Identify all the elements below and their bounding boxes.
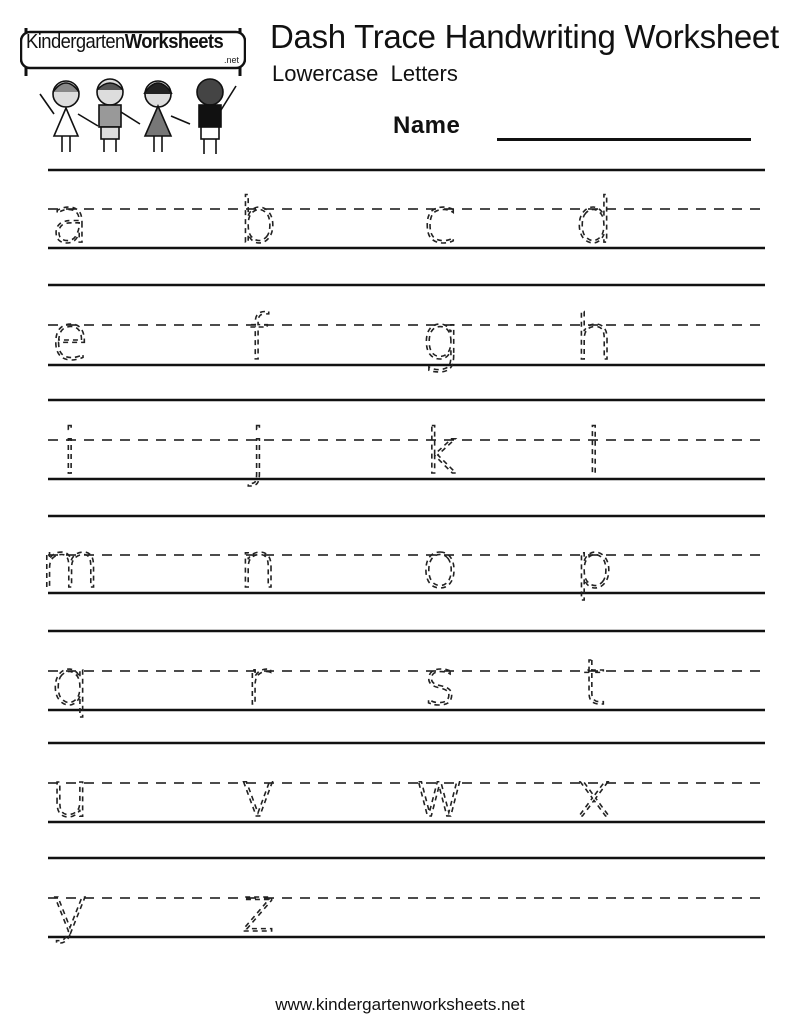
trace-letter-f: f	[247, 301, 269, 374]
trace-letter-n: n	[238, 529, 278, 602]
trace-letter-c: c	[422, 184, 458, 257]
trace-letter-a: a	[51, 184, 89, 257]
trace-letter-g: g	[421, 301, 459, 374]
trace-letter-x: x	[575, 758, 613, 831]
footer-url: www.kindergartenworksheets.net	[275, 995, 525, 1014]
trace-letter-y: y	[51, 873, 89, 946]
trace-letter-j: j	[249, 415, 267, 488]
name-label: Name	[393, 112, 461, 139]
trace-letter-h: h	[574, 301, 614, 374]
worksheet-title: Dash Trace Handwriting Worksheet	[270, 18, 779, 55]
logo-tld: .net	[224, 55, 240, 65]
trace-letter-k: k	[422, 415, 458, 488]
trace-letter-b: b	[238, 184, 278, 257]
trace-letter-w: w	[414, 758, 466, 831]
trace-letter-s: s	[423, 646, 457, 719]
trace-letter-d: d	[574, 184, 614, 257]
logo-brand-light: Kindergarten	[26, 31, 125, 53]
trace-letter-u: u	[50, 758, 90, 831]
worksheet-subtitle: Lowercase Letters	[272, 61, 458, 86]
trace-letter-z: z	[241, 873, 275, 946]
trace-letter-r: r	[245, 646, 271, 719]
trace-letter-o: o	[421, 529, 459, 602]
trace-letter-v: v	[239, 758, 277, 831]
trace-letter-m: m	[39, 529, 101, 602]
trace-letter-i: i	[61, 415, 79, 488]
trace-letter-e: e	[50, 301, 90, 374]
trace-letter-p: p	[574, 529, 614, 602]
trace-letter-q: q	[50, 646, 90, 719]
trace-letter-l: l	[585, 415, 603, 488]
trace-letter-t: t	[581, 646, 607, 719]
logo-brand-bold: Worksheets	[124, 31, 224, 53]
